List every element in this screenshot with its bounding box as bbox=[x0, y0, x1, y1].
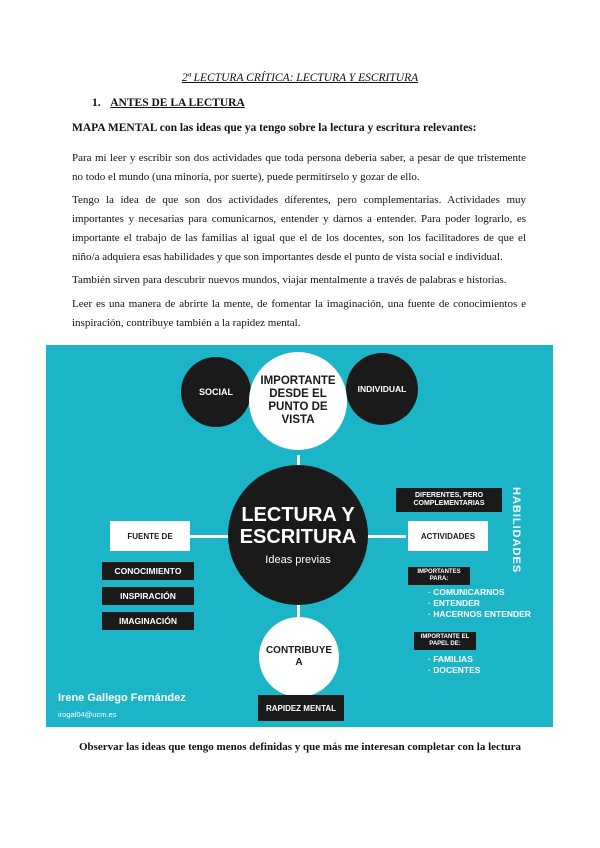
importante-circle bbox=[249, 352, 347, 450]
importante-label: IMPORTANTE DESDE EL PUNTO DE VISTA bbox=[260, 375, 336, 426]
importantes-para-label: IMPORTANTES PARA: bbox=[417, 569, 461, 582]
papel-item: · DOCENTES bbox=[428, 665, 481, 675]
document-title: 2ª LECTURA CRÍTICA: LECTURA Y ESCRITURA bbox=[181, 72, 419, 84]
paragraph: Tengo la idea de que son dos actividades diferentes, pero complementarias. Actividades muy importantes y necesarias para comunicarnos, entender y darnos a entender. Para poder lograrlo, es importante el trabajo de las familias al igual que el de los docentes, son los facilitadores de que el niño/a adquiera esas habilidades y que son importantes desde el punto de vista social e individual. bbox=[72, 194, 526, 263]
subheading: MAPA MENTAL con las ideas que ya tengo sobre la lectura y escritura relevantes: bbox=[72, 122, 477, 134]
contribuye-label: CONTRIBUYE A bbox=[265, 645, 333, 668]
diferentes-label: DIFERENTES, PERO COMPLEMENTARIAS bbox=[413, 492, 485, 507]
paragraph: Leer es una manera de abrirte la mente, de fomentar la imaginación, una fuente de conocimientos e inspiración, contribuye también a la rapidez mental. bbox=[72, 298, 526, 329]
papel-de-box bbox=[414, 632, 476, 650]
actividades-box bbox=[408, 521, 488, 551]
social-label: SOCIAL bbox=[198, 387, 233, 397]
rapidez-label: RAPIDEZ MENTAL bbox=[265, 703, 337, 713]
fuente-box bbox=[110, 521, 190, 551]
papel-de-label: IMPORTANTE EL PAPEL DE: bbox=[420, 634, 470, 647]
author-name: Irene Gallego Fernández bbox=[58, 692, 186, 704]
paragraph: Para mí leer y escribir son dos actividades que toda persona debería saber, a pesar de que tristemente no todo el mundo (una minoría, por suerte), puede permitírselo y gozar de ello. bbox=[72, 152, 526, 183]
rapidez-box bbox=[258, 695, 344, 721]
individual-label: INDIVIDUAL bbox=[357, 384, 407, 394]
section-heading bbox=[92, 97, 245, 109]
papel-list bbox=[428, 654, 480, 676]
individual-circle bbox=[346, 353, 418, 425]
imaginacion-box bbox=[102, 612, 194, 630]
importantes-item: · ENTENDER bbox=[428, 598, 480, 608]
importantes-item: · HACERNOS ENTENDER bbox=[428, 609, 531, 619]
section-number: 1. bbox=[92, 97, 101, 109]
connector-line bbox=[364, 535, 406, 538]
center-circle bbox=[228, 465, 368, 605]
diferentes-box bbox=[396, 488, 502, 512]
paragraph: También sirven para descubrir nuevos mundos, viajar mentalmente a través de palabras e historias. bbox=[72, 274, 507, 286]
social-circle bbox=[181, 357, 251, 427]
inspiracion-box bbox=[102, 587, 194, 605]
contribuye-circle bbox=[259, 617, 339, 697]
importantes-list bbox=[428, 587, 531, 620]
author-email: irogal04@ucm.es bbox=[58, 710, 117, 719]
mind-map bbox=[46, 345, 553, 727]
center-title: LECTURA Y ESCRITURA bbox=[239, 504, 357, 548]
footer-note: Observar las ideas que tengo menos definidas y que más me interesan completar con la lectura bbox=[78, 741, 522, 753]
section-heading-text: ANTES DE LA LECTURA bbox=[110, 97, 245, 109]
conocimiento-label: CONOCIMIENTO bbox=[114, 566, 182, 576]
importantes-para-box bbox=[408, 567, 470, 585]
conocimiento-box bbox=[102, 562, 194, 580]
papel-item: · FAMILIAS bbox=[428, 654, 473, 664]
center-subtitle: Ideas previas bbox=[265, 554, 331, 566]
actividades-label: ACTIVIDADES bbox=[420, 531, 476, 541]
imaginacion-label: IMAGINACIÓN bbox=[118, 616, 178, 626]
inspiracion-label: INSPIRACIÓN bbox=[120, 591, 176, 601]
fuente-label: FUENTE DE bbox=[127, 531, 173, 541]
habilidades-label: HABILIDADES bbox=[510, 487, 522, 574]
importantes-item: · COMUNICARNOS bbox=[428, 587, 505, 597]
